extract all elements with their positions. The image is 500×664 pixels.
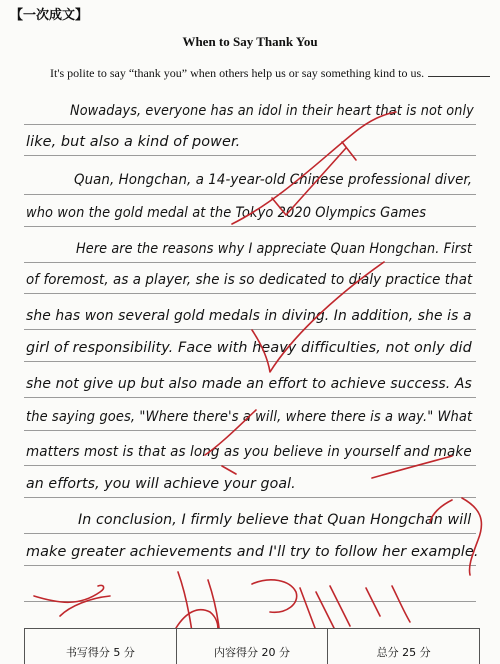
score-scribble xyxy=(392,586,410,622)
tick-mark xyxy=(222,466,236,474)
rule-line xyxy=(24,397,476,398)
writing-score-cell: 书写得分 5 分 xyxy=(25,629,177,664)
essay-line: she not give up but also made an effort to achieve success. As xyxy=(26,376,472,392)
essay-line: like, but also a kind of power. xyxy=(26,134,241,150)
essay-line: she has won several gold medals in diving. In addition, she is a xyxy=(26,308,472,324)
essay-line: Nowadays, everyone has an idol in their heart that is not only xyxy=(70,103,474,119)
tick-mark xyxy=(342,142,356,160)
score-scribble xyxy=(366,588,380,616)
essay-line: an efforts, you will achieve your goal. xyxy=(26,476,296,492)
score-scribble xyxy=(330,586,350,626)
content-score-cell: 内容得分 20 分 xyxy=(177,629,329,664)
rule-line xyxy=(24,465,476,466)
rule-line xyxy=(24,226,476,227)
score-scribble xyxy=(316,592,336,632)
essay-line: In conclusion, I firmly believe that Quan Hongchan will xyxy=(78,512,472,528)
essay-line: the saying goes, "Where there's a will, where there is a way." What xyxy=(26,409,473,425)
score-table xyxy=(24,628,480,664)
rule-line xyxy=(24,533,476,534)
essay-line: Quan, Hongchan, a 14-year-old Chinese professional diver, xyxy=(74,172,473,188)
rule-line xyxy=(24,293,476,294)
essay-title: When to Say Thank You xyxy=(182,34,318,49)
essay-line: make greater achievements and I'll try to follow her example. xyxy=(26,544,479,560)
rule-line xyxy=(24,329,476,330)
rule-line xyxy=(24,497,476,498)
rule-line xyxy=(24,155,476,156)
rule-line xyxy=(24,430,476,431)
tick-mark xyxy=(462,498,481,575)
rule-line xyxy=(24,361,476,362)
essay-line: who won the gold medal at the Tokyo 2020 Olympics Games xyxy=(26,205,427,221)
essay-line: matters most is that as long as you believe in yourself and make xyxy=(26,444,472,460)
score-scribble xyxy=(60,596,110,616)
essay-line: Here are the reasons why I appreciate Quan Hongchan. First xyxy=(76,241,473,257)
essay-line: of foremost, as a player, she is so dedicated to dialy practice that xyxy=(26,272,473,288)
essay-prompt xyxy=(50,66,490,81)
rule-line xyxy=(24,194,476,195)
prompt-text: It's polite to say “thank you” when others help us or say something kind to us. xyxy=(50,66,425,80)
rule-line xyxy=(24,565,476,566)
score-scribble xyxy=(34,585,104,602)
score-scribble xyxy=(252,580,297,612)
rule-line xyxy=(24,262,476,263)
total-score-cell: 总分 25 分 xyxy=(376,645,431,659)
rule-line xyxy=(24,601,476,602)
rule-line xyxy=(24,124,476,125)
section-tag: 【一次成文】 xyxy=(10,8,89,23)
prompt-blank xyxy=(428,76,490,77)
essay-line: girl of responsibility. Face with heavy difficulties, not only did xyxy=(26,340,472,356)
